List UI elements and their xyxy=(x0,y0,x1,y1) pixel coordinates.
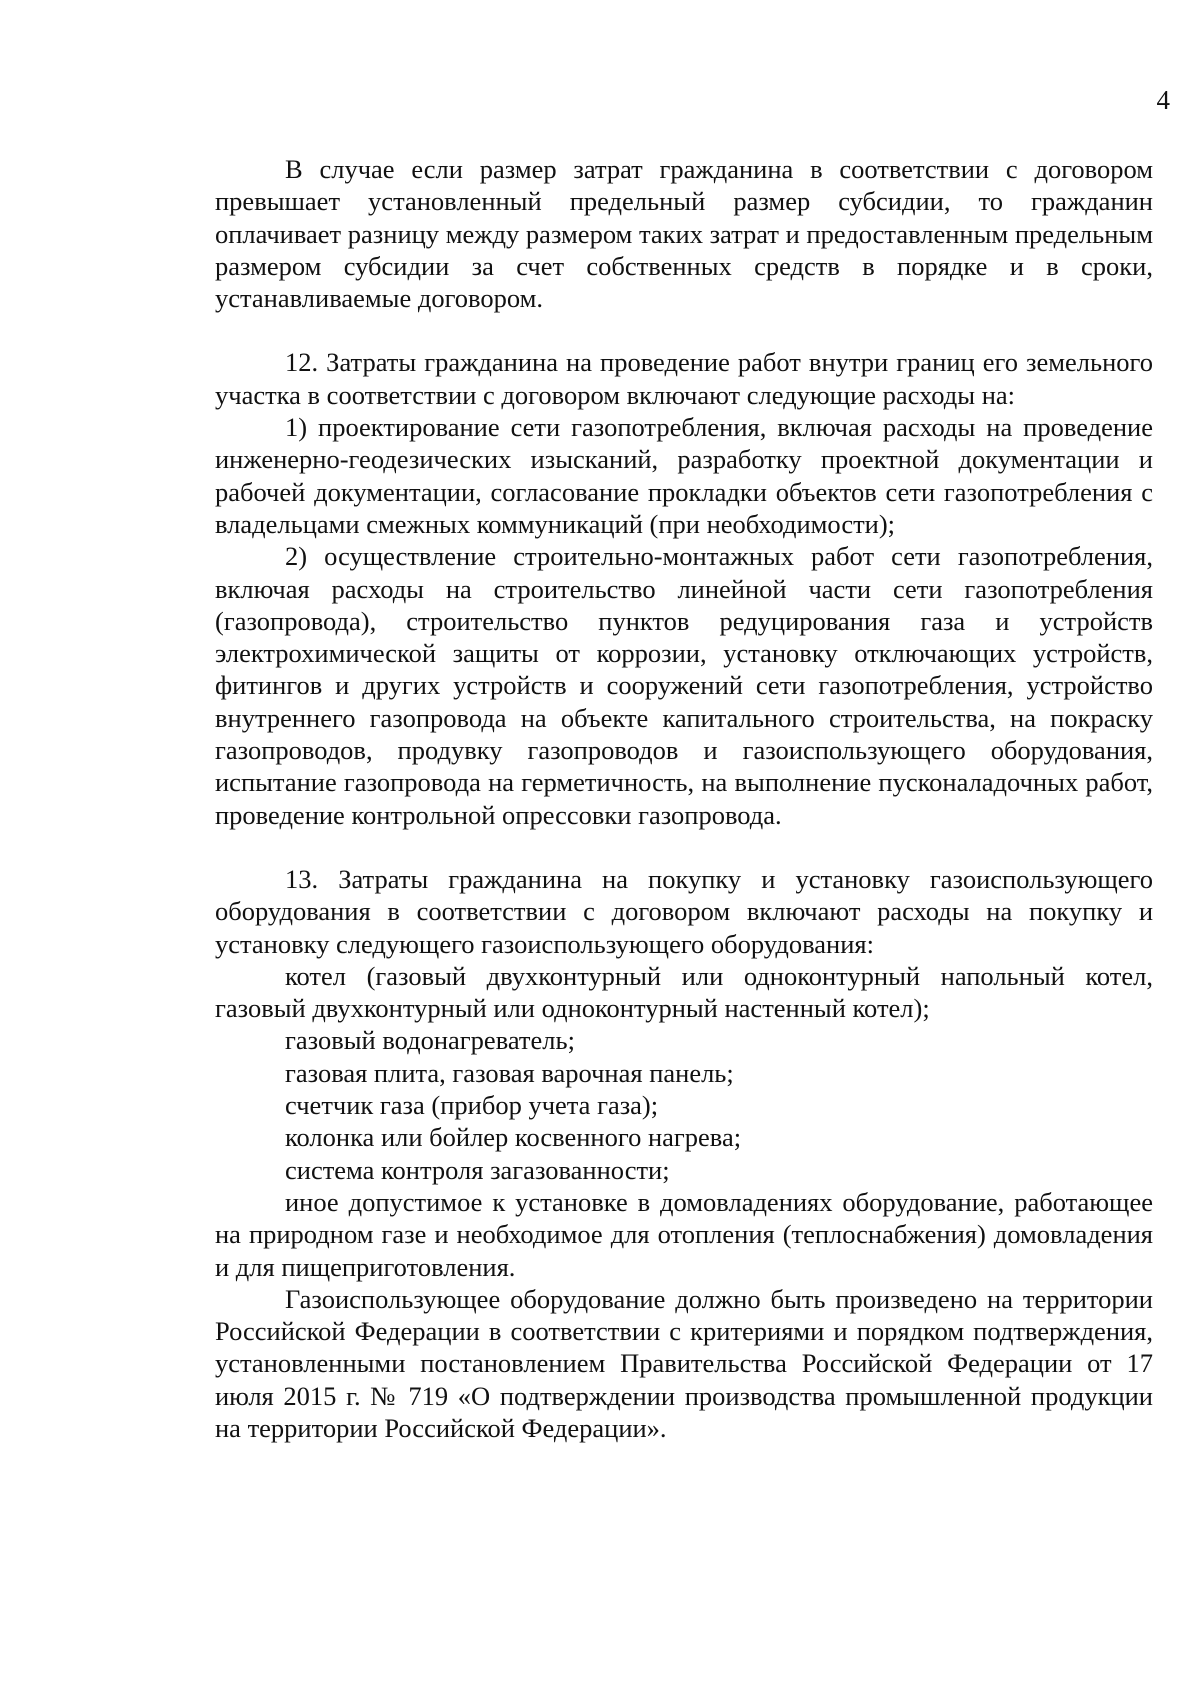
equipment-item: котел (газовый двухконтурный или одноконтурный напольный котел, газовый двухконтурный или одноконтурный настенный котел); xyxy=(215,960,1153,1024)
paragraph-13: 13. Затраты гражданина на покупку и установку газоиспользующего оборудования в соответствии с договором включают расходы на покупку и установку следующего газоиспользующего оборудования: xyxy=(215,863,1153,959)
paragraph-12-item-1: 1) проектирование сети газопотребления, включая расходы на проведение инженерно-геодезических изысканий, разработку проектной документации и рабочей документации, согласование прокладки объектов сети газопотребления с владельцами смежных коммуникаций (при необходимости); xyxy=(215,412,1153,539)
equipment-item: колонка или бойлер косвенного нагрева; xyxy=(285,1122,742,1153)
paragraph-gap xyxy=(215,314,1153,346)
paragraph-13-origin-requirement: Газоиспользующее оборудование должно быть произведено на территории Российской Федерации в соответствии с критериями и порядком подтверждения, установленными постановлением Правительства Российской Федерации от 17 июля 2015 г. № 719 «О подтверждении производства промышленной продукции на территории Российской Федерации». xyxy=(215,1283,1153,1443)
equipment-item: газовая плита, газовая варочная панель; xyxy=(285,1057,734,1088)
equipment-item: счетчик газа (прибор учета газа); xyxy=(285,1090,659,1121)
equipment-item: иное допустимое к установке в домовладениях оборудование, работающее на природном газе и необходимое для отопления (теплоснабжения) домовладения и для пищеприготовления. xyxy=(215,1186,1153,1282)
equipment-item: газовый водонагреватель; xyxy=(285,1025,575,1056)
paragraph-12-item-2: 2) осуществление строительно-монтажных работ сети газопотребления, включая расходы на строительство линейной части сети газопотребления (газопровода), строительство пунктов редуцирования газа и устройств электрохимической защиты от коррозии, установку отключающих устройств, фитингов и других устройств и сооружений сети газопотребления, устройство внутреннего газопровода на объекте капитального строительства, на покраску газопроводов, продувку газопроводов и газоиспользующего оборудования, испытание газопровода на герметичность, на выполнение пусконаладочных работ, проведение контрольной опрессовки газопровода. xyxy=(215,541,1153,830)
equipment-item: система контроля загазованности; xyxy=(285,1154,670,1185)
document-body xyxy=(215,153,1153,1444)
paragraph-subsidy-difference: В случае если размер затрат гражданина в соответствии с договором превышает установленный предельный размер субсидии, то гражданин оплачивает разницу между размером таких затрат и предоставленным предельным размером субсидии за счет собственных средств в порядке и в сроки, устанавливаемые договором. xyxy=(215,154,1153,314)
page-number: 4 xyxy=(1156,85,1170,115)
paragraph-gap xyxy=(215,831,1153,863)
paragraph-12: 12. Затраты гражданина на проведение работ внутри границ его земельного участка в соответствии с договором включают следующие расходы на: xyxy=(215,347,1153,410)
